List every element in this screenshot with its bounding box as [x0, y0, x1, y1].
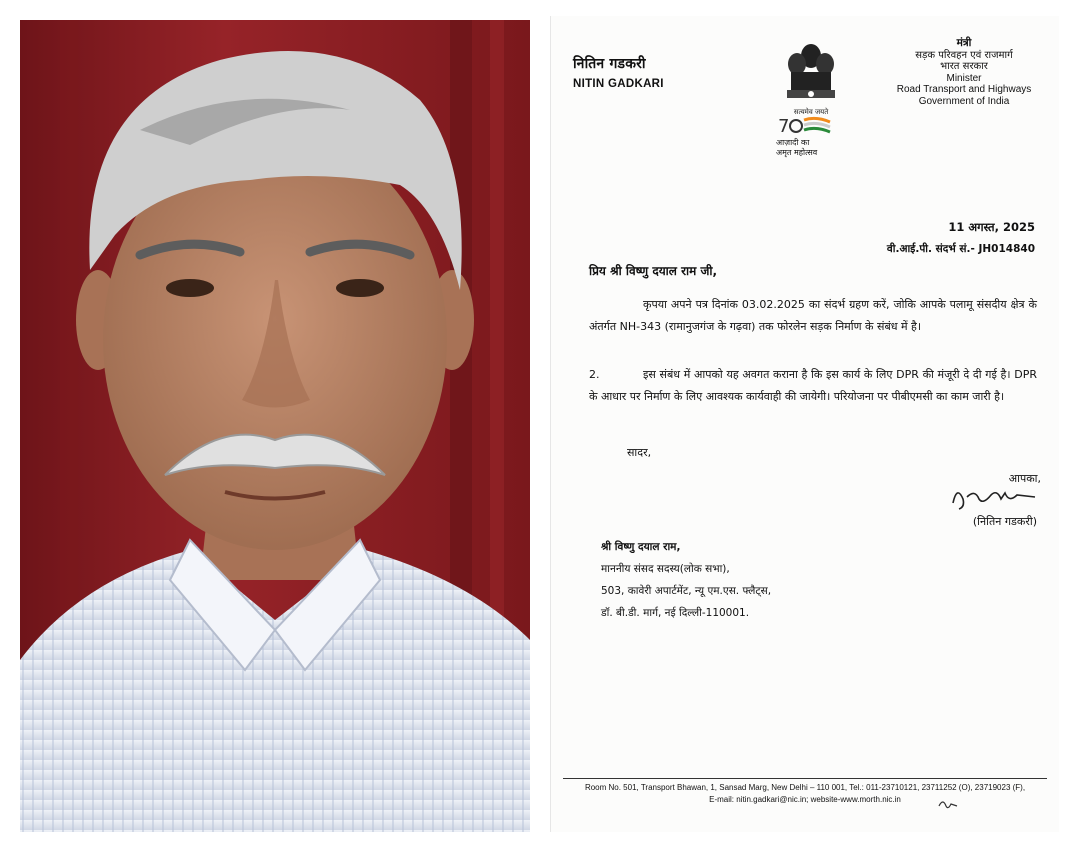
- azadi-line-1: आज़ादी का: [776, 138, 810, 147]
- paragraph-2-text: इस संबंध में आपको यह अवगत कराना है कि इस कार्य के लिए DPR की मंजूरी दे दी गई है। DPR के आधार पर निर्माण के लिए आवश्यक कार्यवाही की जायेगी। परियोजना पर पीबीएमसी का काम जारी है।: [589, 368, 1037, 403]
- recipient-line-1: माननीय संसद सदस्य(लोक सभा),: [601, 563, 730, 575]
- recipient-line-2: 503, कावेरी अपार्टमेंट, न्यू एम.एस. फ्लैट्स,: [601, 585, 772, 597]
- footer-divider: [563, 778, 1047, 779]
- portrait-illustration: [20, 20, 530, 832]
- letter-date: 11 अगस्त, 2025: [948, 220, 1035, 234]
- minister-name-english: NITIN GADKARI: [573, 78, 664, 90]
- handwritten-initials: [937, 796, 959, 812]
- government-hindi: भारत सरकार: [940, 61, 988, 72]
- letterhead-title-block: [889, 38, 1039, 107]
- government-english: Government of India: [918, 95, 1010, 107]
- footer-contact: E-mail: nitin.gadkari@nic.in; website-www.morth.nic.in: [709, 795, 901, 804]
- title-hindi: मंत्री: [956, 37, 972, 49]
- ministry-english: Road Transport and Highways: [896, 84, 1032, 95]
- official-letter: [550, 16, 1059, 832]
- minister-name-hindi: नितिन गडकरी: [573, 56, 646, 72]
- footer-address: Room No. 501, Transport Bhawan, 1, Sansad Marg, New Delhi – 110 001, Tel.: 011-23710121, 23711252 (O), 23719023 (F),: [584, 783, 1026, 792]
- paragraph-2: [589, 364, 1037, 408]
- recipient-line-3: डॉ. बी.डी. मार्ग, नई दिल्ली-110001.: [601, 607, 750, 619]
- recipient-address: [601, 536, 771, 624]
- paragraph-1: कृपया अपने पत्र दिनांक 03.02.2025 का संदर्भ ग्रहण करें, जोकि आपके पलामू संसदीय क्षेत्र के अंतर्गत NH-343 (रामानुजगंज के गढ़वा) तक फोरलेन सड़क निर्माण के संबंध में है।: [589, 298, 1037, 333]
- emblem-motto: सत्यमेव जयते: [793, 108, 829, 116]
- reference-number: वी.आई.पी. संदर्भ सं.- JH014840: [886, 243, 1035, 255]
- title-english: Minister: [946, 72, 982, 84]
- portrait-photo: [20, 20, 530, 832]
- closing: सादर,: [627, 446, 652, 459]
- letterhead-name-block: [573, 54, 664, 90]
- signature: [945, 479, 1045, 513]
- salutation: प्रिय श्री विष्णु दयाल राम जी,: [589, 264, 718, 278]
- paragraph-2-number: 2.: [589, 368, 600, 381]
- azadi-line-2: अमृत महोत्सव: [776, 148, 818, 157]
- recipient-name: श्री विष्णु दयाल राम,: [601, 541, 681, 553]
- ministry-hindi: सड़क परिवहन एवं राजमार्ग: [915, 49, 1013, 61]
- svg-text:7: 7: [778, 116, 790, 137]
- yours-line: आपका,: [1008, 472, 1041, 485]
- azadi-text: [776, 138, 817, 158]
- signatory-name: (नितिन गडकरी): [972, 515, 1037, 528]
